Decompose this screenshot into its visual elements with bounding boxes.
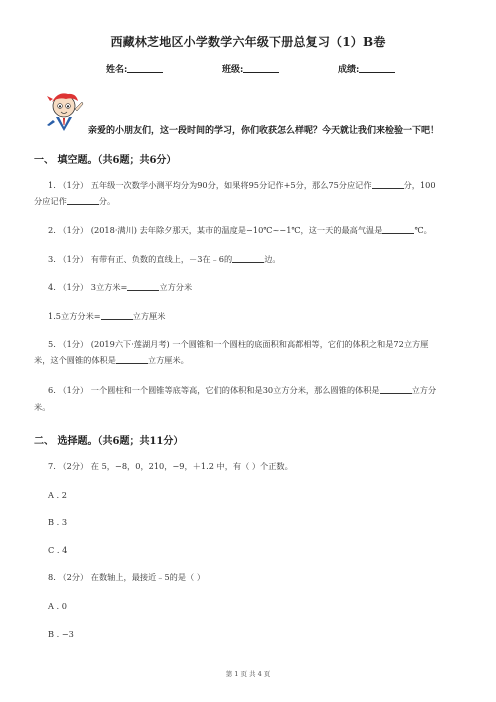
section-heading-fill-in: 一、 填空题。（共6题；共6分） <box>34 155 177 166</box>
answer-blank[interactable] <box>372 180 404 189</box>
question-3-text-a: 3. （1分） 有带有正、负数的直线上，－3在﹣6的 <box>48 254 233 264</box>
mascot-icon <box>44 87 84 133</box>
question-5-text-a: 5. （1分） (2019六下·莲湖月考) 一个圆锥和一个圆柱的底面积和高都相等，它们的体积之和是72立方厘 <box>48 339 429 349</box>
score-blank[interactable] <box>359 63 395 73</box>
question-8-stem: 8. （2分） 在数轴上，最接近﹣5的是（ ） <box>48 572 206 582</box>
question-4-text-a: 4. （1分） 3立方米= <box>48 282 128 292</box>
question-1-text-d: 分。 <box>98 196 116 206</box>
question-6-line-1 <box>48 385 436 396</box>
name-blank[interactable] <box>127 63 163 73</box>
question-7-stem: 7. （2分） 在 5，−8，0，210，−9，＋1.2 中，有（ ）个正数。 <box>48 461 293 471</box>
question-6-line-2 <box>34 402 50 413</box>
class-blank[interactable] <box>243 63 279 73</box>
question-1-text-a: 1. （1分） 五年级一次数学小测平均分为90分，如果将95分记作+5分，那么75分应记作 <box>48 180 372 190</box>
question-8-option-a[interactable]: A . 0 <box>48 601 67 611</box>
question-2-text-a: 2. （1分） (2018·满川) 去年除夕那天，某市的温度是−10℃~−1℃，这一天的最高气温是 <box>48 225 383 235</box>
question-5-line-2 <box>34 355 189 366</box>
question-7-option-c[interactable]: C . 4 <box>48 545 68 555</box>
question-7-option-b[interactable]: B . 3 <box>48 517 68 527</box>
page-footer: 第 1 页 共 4 页 <box>225 670 271 678</box>
question-6-text-a: 6. （1分） 一个圆柱和一个圆锥等底等高，它们的体积和是30立方分米，那么圆锥的体积是 <box>48 385 380 395</box>
question-5-line-1 <box>48 339 428 350</box>
answer-blank[interactable] <box>116 355 148 364</box>
question-1-text-b: 分，100 <box>403 180 436 190</box>
question-4-part-2 <box>48 311 165 322</box>
question-2-text-b: ℃。 <box>414 225 432 235</box>
question-3 <box>48 254 281 265</box>
question-6-text-c: 米。 <box>34 402 51 412</box>
section-heading-choice: 二、 选择题。（共6题；共11分） <box>34 436 184 447</box>
answer-blank[interactable] <box>101 311 133 320</box>
intro-text: 亲爱的小朋友们，这一段时间的学习，你们收获怎么样呢？今天就让我们来检验一下吧！ <box>88 126 440 136</box>
question-4 <box>48 282 192 293</box>
question-1-line-2 <box>34 196 115 207</box>
answer-blank[interactable] <box>232 254 264 263</box>
answer-blank[interactable] <box>127 282 159 291</box>
question-5-text-c: 立方厘米。 <box>147 355 189 365</box>
question-1-line-1 <box>48 180 436 191</box>
question-7-option-a[interactable]: A . 2 <box>48 490 67 500</box>
question-4-text-b: 立方分米 <box>159 282 193 292</box>
question-5-text-b: 米，这个圆锥的体积是 <box>34 355 116 365</box>
question-1-text-c: 分应记作 <box>34 196 67 206</box>
question-4-text-d: 立方厘米 <box>132 311 166 321</box>
question-8-option-b[interactable]: B . −3 <box>48 629 74 639</box>
answer-blank[interactable] <box>382 225 414 234</box>
class-field <box>222 62 279 75</box>
score-label: 成绩: <box>338 65 360 75</box>
score-field <box>338 62 395 75</box>
class-label: 班级: <box>222 65 244 75</box>
answer-blank[interactable] <box>380 385 412 394</box>
question-6-text-b: 立方分 <box>411 385 437 395</box>
name-label: 姓名: <box>106 65 128 75</box>
page-title: 西藏林芝地区小学数学六年级下册总复习（1）B卷 <box>110 35 386 49</box>
question-4-text-c: 1.5立方分米= <box>48 311 101 321</box>
answer-blank[interactable] <box>67 196 99 205</box>
question-2 <box>48 225 432 236</box>
question-3-text-b: 边。 <box>264 254 281 264</box>
name-field <box>106 62 163 75</box>
